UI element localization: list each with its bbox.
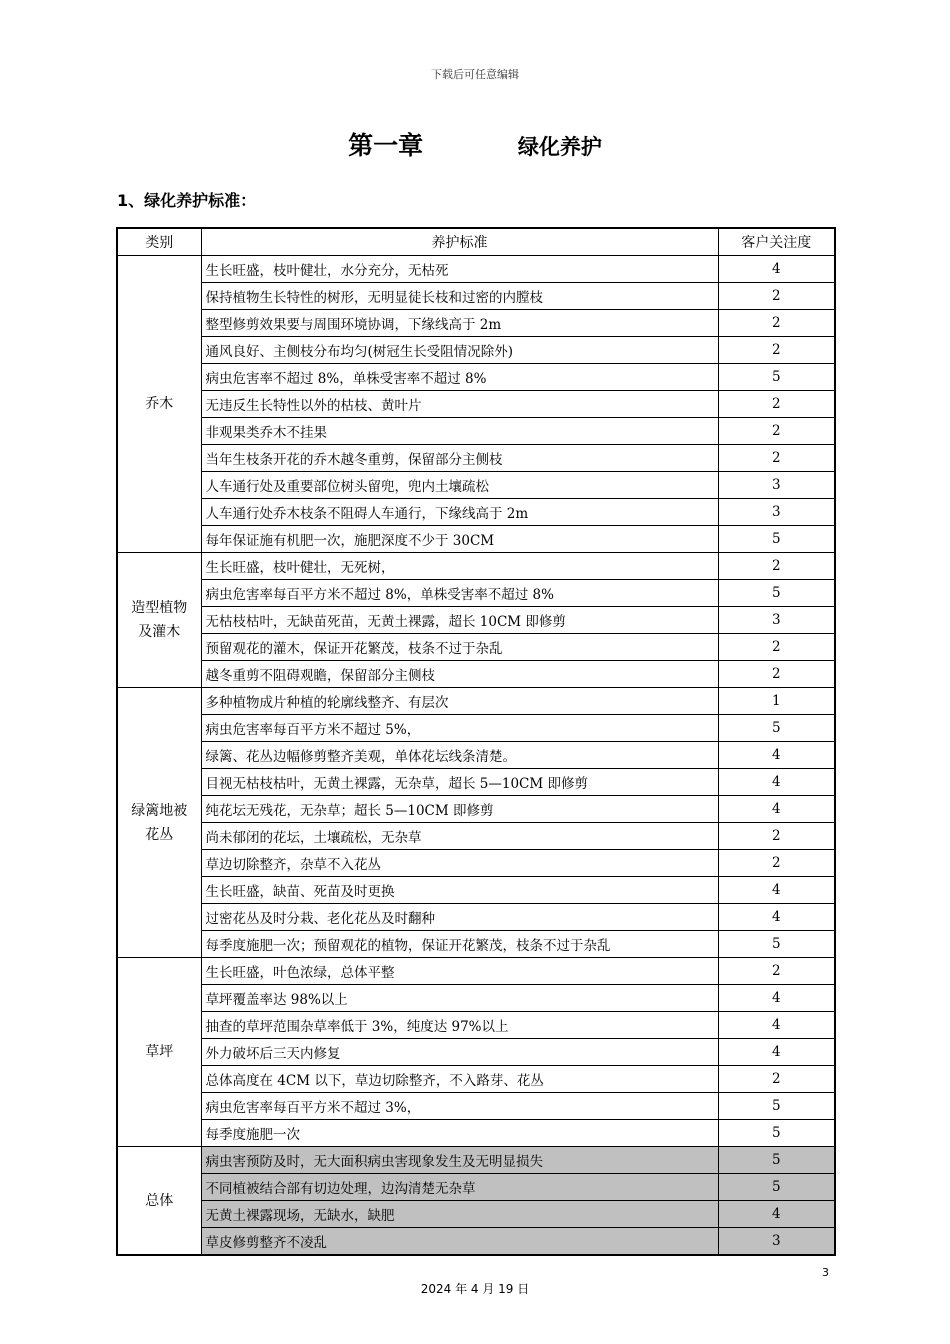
standard-cell: 整型修剪效果要与周围环境协调，下缘线高于 2m (201, 310, 718, 337)
table-row (117, 391, 835, 418)
header-standard: 养护标准 (201, 228, 718, 256)
attention-score-cell: 2 (718, 418, 835, 445)
header-attention: 客户关注度 (718, 228, 835, 256)
standard-cell: 病虫危害率每百平方米不超过 5%， (201, 715, 718, 742)
table-row (117, 877, 835, 904)
category-cell: 草坪 (117, 958, 201, 1147)
standard-cell: 病虫危害率每百平方米不超过 3%， (201, 1093, 718, 1120)
attention-score-cell: 4 (718, 256, 835, 283)
table-row (117, 418, 835, 445)
table-row (117, 1093, 835, 1120)
table-row (117, 634, 835, 661)
standard-cell: 过密花丛及时分栽、老化花丛及时翻种 (201, 904, 718, 931)
standard-cell: 生长旺盛，叶色浓绿，总体平整 (201, 958, 718, 985)
category-cell: 乔木 (117, 256, 201, 553)
standard-cell: 每年保证施有机肥一次，施肥深度不少于 30CM (201, 526, 718, 553)
standard-cell: 当年生枝条开花的乔木越冬重剪，保留部分主侧枝 (201, 445, 718, 472)
table-row (117, 337, 835, 364)
attention-score-cell: 5 (718, 1120, 835, 1147)
attention-score-cell: 2 (718, 661, 835, 688)
standard-cell: 生长旺盛，缺苗、死苗及时更换 (201, 877, 718, 904)
attention-score-cell: 4 (718, 769, 835, 796)
standard-cell: 目视无枯枝枯叶，无黄土裸露，无杂草，超长 5—10CM 即修剪 (201, 769, 718, 796)
attention-score-cell: 2 (718, 310, 835, 337)
table-row (117, 526, 835, 553)
standard-cell: 绿篱、花丛边幅修剪整齐美观，单体花坛线条清楚。 (201, 742, 718, 769)
table-row (117, 445, 835, 472)
page-number: 3 (822, 1266, 829, 1279)
standard-cell: 病虫害预防及时，无大面积病虫害现象发生及无明显损失 (201, 1147, 718, 1174)
header-note: 下载后可任意编辑 (431, 68, 519, 81)
attention-score-cell: 2 (718, 391, 835, 418)
standard-cell: 非观果类乔木不挂果 (201, 418, 718, 445)
standard-cell: 总体高度在 4CM 以下，草边切除整齐，不入路芽、花丛 (201, 1066, 718, 1093)
category-cell: 绿篱地被 花丛 (117, 688, 201, 958)
table-row (117, 364, 835, 391)
table-row (117, 769, 835, 796)
standard-cell: 草边切除整齐，杂草不入花丛 (201, 850, 718, 877)
chapter-name: 绿化养护 (517, 135, 602, 159)
standard-cell: 无枯枝枯叶，无缺苗死苗，无黄土裸露，超长 10CM 即修剪 (201, 607, 718, 634)
table-row (117, 1066, 835, 1093)
table-header-row (117, 228, 835, 256)
standard-cell: 不同植被结合部有切边处理，边沟清楚无杂草 (201, 1174, 718, 1201)
attention-score-cell: 2 (718, 553, 835, 580)
section-title: 1、绿化养护标准： (117, 191, 257, 210)
standard-cell: 越冬重剪不阻碍观瞻，保留部分主侧枝 (201, 661, 718, 688)
standard-cell: 每季度施肥一次 (201, 1120, 718, 1147)
standard-cell: 预留观花的灌木，保证开花繁茂，枝条不过于杂乱 (201, 634, 718, 661)
table-row (117, 1147, 835, 1174)
header-category: 类别 (117, 228, 201, 256)
table-body (117, 256, 835, 1256)
standard-cell: 草坪覆盖率达 98%以上 (201, 985, 718, 1012)
table-row (117, 904, 835, 931)
attention-score-cell: 4 (718, 1012, 835, 1039)
attention-score-cell: 2 (718, 445, 835, 472)
attention-score-cell: 3 (718, 1228, 835, 1256)
category-cell: 造型植物 及灌木 (117, 553, 201, 688)
chapter-number: 第一章 (348, 131, 424, 160)
attention-score-cell: 2 (718, 958, 835, 985)
attention-score-cell: 1 (718, 688, 835, 715)
standard-cell: 每季度施肥一次；预留观花的植物，保证开花繁茂，枝条不过于杂乱 (201, 931, 718, 958)
standard-cell: 通风良好、主侧枝分布均匀(树冠生长受阻情况除外) (201, 337, 718, 364)
table-row (117, 823, 835, 850)
table-row (117, 715, 835, 742)
attention-score-cell: 5 (718, 1174, 835, 1201)
attention-score-cell: 3 (718, 499, 835, 526)
table-row (117, 607, 835, 634)
table-row (117, 985, 835, 1012)
table-row (117, 1174, 835, 1201)
attention-score-cell: 5 (718, 364, 835, 391)
standard-cell: 无违反生长特性以外的枯枝、黄叶片 (201, 391, 718, 418)
standard-cell: 纯花坛无残花，无杂草；超长 5—10CM 即修剪 (201, 796, 718, 823)
table-row (117, 742, 835, 769)
standard-cell: 病虫危害率不超过 8%，单株受害率不超过 8% (201, 364, 718, 391)
attention-score-cell: 4 (718, 1201, 835, 1228)
attention-score-cell: 4 (718, 985, 835, 1012)
table-row (117, 1012, 835, 1039)
standard-cell: 生长旺盛，枝叶健壮，无死树， (201, 553, 718, 580)
attention-score-cell: 4 (718, 796, 835, 823)
table-row (117, 580, 835, 607)
attention-score-cell: 4 (718, 904, 835, 931)
standard-cell: 无黄土裸露现场，无缺水，缺肥 (201, 1201, 718, 1228)
attention-score-cell: 2 (718, 850, 835, 877)
attention-score-cell: 4 (718, 1039, 835, 1066)
table-row (117, 661, 835, 688)
attention-score-cell: 4 (718, 877, 835, 904)
table-row (117, 796, 835, 823)
standard-cell: 人车通行处乔木枝条不阻碍人车通行，下缘线高于 2m (201, 499, 718, 526)
standard-cell: 人车通行处及重要部位树头留兜，兜内土壤疏松 (201, 472, 718, 499)
table-row (117, 472, 835, 499)
table-row (117, 1228, 835, 1256)
table-row (117, 256, 835, 283)
attention-score-cell: 5 (718, 715, 835, 742)
attention-score-cell: 4 (718, 742, 835, 769)
standard-cell: 外力破坏后三天内修复 (201, 1039, 718, 1066)
attention-score-cell: 3 (718, 607, 835, 634)
attention-score-cell: 5 (718, 1093, 835, 1120)
table-row (117, 310, 835, 337)
table-row (117, 850, 835, 877)
maintenance-standards-table (116, 227, 836, 1256)
attention-score-cell: 2 (718, 337, 835, 364)
attention-score-cell: 2 (718, 1066, 835, 1093)
standard-cell: 保持植物生长特性的树形，无明显徒长枝和过密的内膛枝 (201, 283, 718, 310)
table-row (117, 499, 835, 526)
table-row (117, 553, 835, 580)
footer-date: 2024 年 4 月 19 日 (420, 1282, 530, 1296)
standard-cell: 多种植物成片种植的轮廓线整齐、有层次 (201, 688, 718, 715)
table-row (117, 283, 835, 310)
standard-cell: 尚未郁闭的花坛，土壤疏松，无杂草 (201, 823, 718, 850)
attention-score-cell: 2 (718, 823, 835, 850)
table-row (117, 688, 835, 715)
table-row (117, 958, 835, 985)
attention-score-cell: 2 (718, 634, 835, 661)
attention-score-cell: 5 (718, 1147, 835, 1174)
chapter-title (0, 126, 950, 162)
attention-score-cell: 5 (718, 526, 835, 553)
standard-cell: 生长旺盛，枝叶健壮，水分充分，无枯死 (201, 256, 718, 283)
standard-cell: 病虫危害率每百平方米不超过 8%，单株受害率不超过 8% (201, 580, 718, 607)
table-row (117, 931, 835, 958)
attention-score-cell: 5 (718, 580, 835, 607)
standard-cell: 抽查的草坪范围杂草率低于 3%，纯度达 97%以上 (201, 1012, 718, 1039)
category-cell: 总体 (117, 1147, 201, 1256)
table-row (117, 1120, 835, 1147)
attention-score-cell: 2 (718, 283, 835, 310)
table-row (117, 1201, 835, 1228)
attention-score-cell: 5 (718, 931, 835, 958)
standard-cell: 草皮修剪整齐不凌乱 (201, 1228, 718, 1256)
attention-score-cell: 3 (718, 472, 835, 499)
table-row (117, 1039, 835, 1066)
